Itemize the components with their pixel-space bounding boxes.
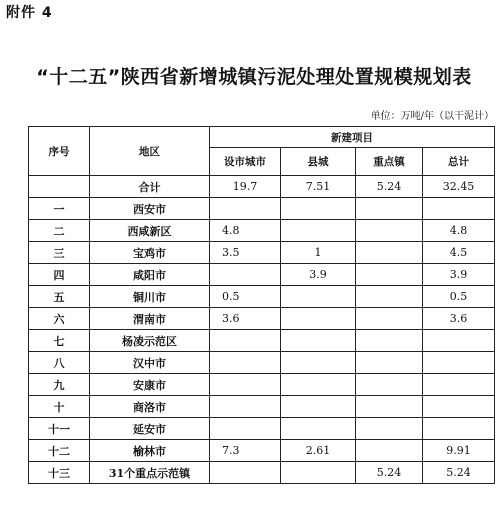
header-col-total: 总计 [423, 148, 495, 176]
row-region: 铜川市 [90, 286, 210, 308]
row-value-city: 3.5 [210, 242, 281, 264]
row-value-county [281, 198, 356, 220]
total-seq-cell [29, 176, 90, 198]
row-value-total [423, 198, 495, 220]
row-value-total: 9.91 [423, 440, 495, 462]
row-value-city [210, 198, 281, 220]
table-row [29, 286, 495, 308]
row-value-city: 0.5 [210, 286, 281, 308]
row-region: 汉中市 [90, 352, 210, 374]
row-value-total [423, 330, 495, 352]
row-region: 安康市 [90, 374, 210, 396]
row-value-county: 1 [281, 242, 356, 264]
row-region: 渭南市 [90, 308, 210, 330]
row-value-city: 3.6 [210, 308, 281, 330]
header-col-city: 设市城市 [210, 148, 281, 176]
row-seq: 八 [29, 352, 90, 374]
row-region: 31个重点示范镇 [90, 462, 210, 484]
row-value-key-town [356, 440, 423, 462]
row-region: 咸阳市 [90, 264, 210, 286]
row-value-total: 4.5 [423, 242, 495, 264]
row-seq: 一 [29, 198, 90, 220]
row-value-county [281, 308, 356, 330]
row-value-city [210, 264, 281, 286]
row-seq: 十二 [29, 440, 90, 462]
row-value-key-town [356, 242, 423, 264]
total-label: 合计 [90, 176, 210, 198]
row-value-key-town [356, 308, 423, 330]
row-region: 西咸新区 [90, 220, 210, 242]
row-value-county [281, 330, 356, 352]
table-row [29, 440, 495, 462]
row-value-county [281, 286, 356, 308]
row-region: 商洛市 [90, 396, 210, 418]
row-value-total [423, 374, 495, 396]
header-new-projects: 新建项目 [210, 127, 495, 148]
header-col-key-town: 重点镇 [356, 148, 423, 176]
row-value-county [281, 396, 356, 418]
row-value-county: 2.61 [281, 440, 356, 462]
row-value-county [281, 220, 356, 242]
table-row [29, 198, 495, 220]
row-value-total: 4.8 [423, 220, 495, 242]
row-value-key-town [356, 330, 423, 352]
table-row [29, 242, 495, 264]
row-seq: 七 [29, 330, 90, 352]
table-row [29, 308, 495, 330]
row-value-total: 5.24 [423, 462, 495, 484]
row-seq: 四 [29, 264, 90, 286]
row-value-key-town [356, 396, 423, 418]
total-value-county: 7.51 [281, 176, 356, 198]
row-seq: 十 [29, 396, 90, 418]
total-value-key-town: 5.24 [356, 176, 423, 198]
row-value-key-town [356, 220, 423, 242]
header-region: 地区 [90, 127, 210, 176]
row-region: 宝鸡市 [90, 242, 210, 264]
table-row [29, 330, 495, 352]
header-seq: 序号 [29, 127, 90, 176]
table-row [29, 352, 495, 374]
row-value-county [281, 462, 356, 484]
row-value-key-town [356, 198, 423, 220]
row-seq: 二 [29, 220, 90, 242]
row-value-city [210, 330, 281, 352]
row-value-key-town: 5.24 [356, 462, 423, 484]
row-region: 杨凌示范区 [90, 330, 210, 352]
table-row [29, 374, 495, 396]
row-value-total: 3.6 [423, 308, 495, 330]
row-value-city [210, 374, 281, 396]
row-value-total: 0.5 [423, 286, 495, 308]
row-value-county [281, 418, 356, 440]
row-value-total [423, 352, 495, 374]
table-row [29, 220, 495, 242]
row-region: 延安市 [90, 418, 210, 440]
row-value-key-town [356, 418, 423, 440]
page-title: “十二五”陕西省新增城镇污泥处理处置规模规划表 [36, 66, 472, 88]
row-value-county [281, 374, 356, 396]
header-row-1 [29, 127, 495, 148]
row-value-total [423, 396, 495, 418]
row-value-key-town [356, 286, 423, 308]
table-row [29, 264, 495, 286]
row-value-city [210, 418, 281, 440]
row-value-total: 3.9 [423, 264, 495, 286]
total-value-city: 19.7 [210, 176, 281, 198]
row-value-key-town [356, 374, 423, 396]
table-row [29, 418, 495, 440]
row-seq: 六 [29, 308, 90, 330]
unit-note: 单位：万吨/年（以干泥计） [370, 111, 494, 122]
header-col-county: 县城 [281, 148, 356, 176]
total-row [29, 176, 495, 198]
row-seq: 三 [29, 242, 90, 264]
row-seq: 十一 [29, 418, 90, 440]
row-value-city [210, 352, 281, 374]
row-value-key-town [356, 352, 423, 374]
row-region: 榆林市 [90, 440, 210, 462]
row-seq: 九 [29, 374, 90, 396]
row-value-total [423, 418, 495, 440]
row-seq: 十三 [29, 462, 90, 484]
attachment-label: 附件 4 [6, 5, 53, 21]
table-row [29, 396, 495, 418]
table-row [29, 462, 495, 484]
row-value-city: 4.8 [210, 220, 281, 242]
row-value-county: 3.9 [281, 264, 356, 286]
total-value-total: 32.45 [423, 176, 495, 198]
sludge-plan-table [28, 126, 495, 484]
row-region: 西安市 [90, 198, 210, 220]
row-value-city: 7.3 [210, 440, 281, 462]
row-value-city [210, 462, 281, 484]
row-value-county [281, 352, 356, 374]
row-seq: 五 [29, 286, 90, 308]
row-value-city [210, 396, 281, 418]
row-value-key-town [356, 264, 423, 286]
